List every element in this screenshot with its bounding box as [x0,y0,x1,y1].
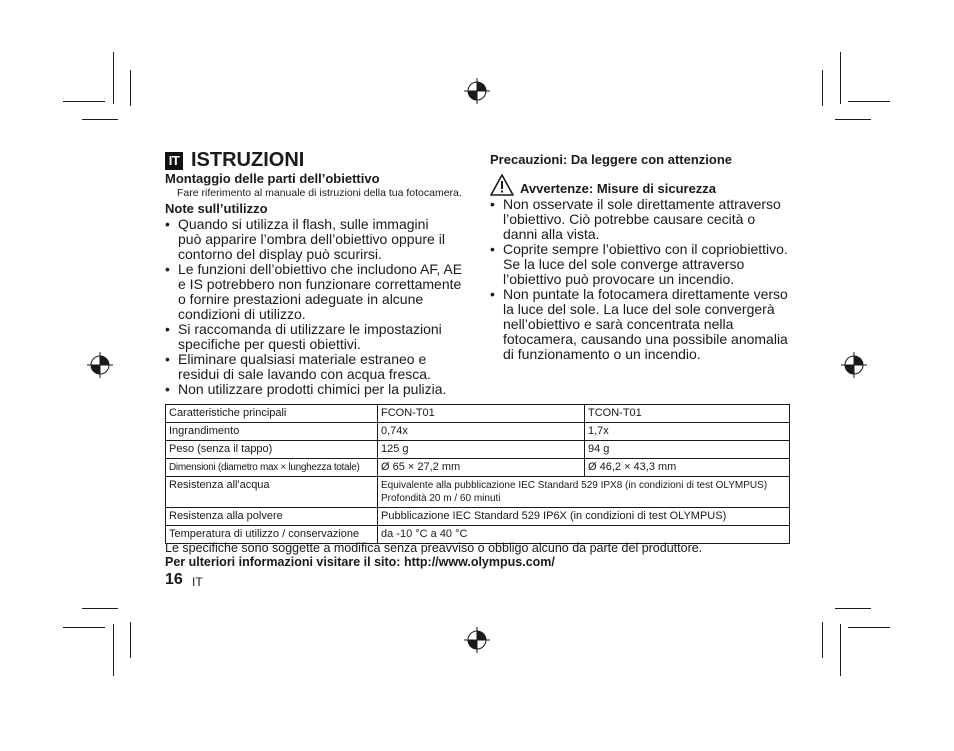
table-row [166,423,790,441]
registration-mark-icon [464,627,490,653]
crop-mark-icon [822,70,823,106]
crop-mark-icon [113,52,114,104]
page-language: IT [192,575,203,589]
table-cell: Dimensioni (diametro max × lunghezza totale) [166,459,378,477]
crop-mark-icon [82,119,118,120]
list-item-line: l’obiettivo può provocare un incendio. [503,271,735,287]
warning-list [490,197,795,362]
list-item-line: • Non osservate il sole direttamente attraverso [503,196,781,212]
table-cell: Ingrandimento [166,423,378,441]
crop-mark-icon [848,627,890,628]
list-item [165,352,470,382]
list-item [490,287,795,362]
list-item-line: o fornire prestazioni adeguate in alcune [178,291,424,307]
table-header-cell: FCON-T01 [378,405,585,423]
table-cell: Temperatura di utilizzo / conservazione [166,526,378,544]
warning-heading: Avvertenze: Misure di sicurezza [520,181,717,196]
list-item-line: • Quando si utilizza il flash, sulle immagini [178,216,429,232]
spec-table [165,404,790,544]
usage-heading: Note sull’utilizzo [165,201,268,216]
crop-mark-icon [130,70,131,106]
list-item-line: • Eliminare qualsiasi materiale estraneo e [178,351,427,367]
crop-mark-icon [63,627,105,628]
crop-mark-icon [840,624,841,676]
list-item-line: nell’obiettivo e sarà concentrata nella [503,316,734,332]
precautions-heading: Precauzioni: Da leggere con attenzione [490,152,732,167]
list-item-line: contorno del display può scurirsi. [178,246,382,262]
table-cell: 125 g [378,441,585,459]
registration-mark-icon [464,78,490,104]
list-item [165,322,470,352]
list-item-line: • Coprite sempre l’obiettivo con il copriobiettivo. [503,241,788,257]
crop-mark-icon [840,52,841,104]
water-value-line: Equivalente alla pubblicazione IEC Standard 529 IPX8 (in condizioni di test OLYMPUS) [381,480,768,491]
crop-mark-icon [63,101,105,102]
crop-mark-icon [130,622,131,658]
list-item-line: residui di sale lavando con acqua fresca. [178,366,431,382]
list-item-line: di funzionamento o un incendio. [503,346,701,362]
disclaimer-text: Le specifiche sono soggette a modifica senza preavviso o obbligo alcuno da parte del produttore. [165,541,703,555]
list-item-line: l’obiettivo. Ciò potrebbe causare cecità o [503,211,756,227]
list-item-line: può apparire l’ombra dell’obiettivo oppure il [178,231,445,247]
table-cell: 0,74x [378,423,585,441]
list-item [165,217,470,262]
list-item-line: fotocamera, causando una possibile anomalia [503,331,788,347]
table-header-cell: TCON-T01 [585,405,790,423]
table-cell: 94 g [585,441,790,459]
table-cell: Ø 65 × 27,2 mm [378,459,585,477]
table-cell: Peso (senza il tappo) [166,441,378,459]
table-row [166,441,790,459]
more-info-text: Per ulteriori informazioni visitare il sito: http://www.olympus.com/ [165,555,555,569]
table-row [166,508,790,526]
list-item-line: • Non utilizzare prodotti chimici per la pulizia. [178,381,447,397]
crop-mark-icon [835,608,871,609]
crop-mark-icon [848,101,890,102]
table-row [166,459,790,477]
table-cell [378,477,790,508]
warning-triangle-icon [490,174,514,196]
list-item [490,242,795,287]
table-header-cell: Caratteristiche principali [166,405,378,423]
list-item-line: danni alla vista. [503,226,600,242]
crop-mark-icon [82,608,118,609]
list-item-line: • Le funzioni dell’obiettivo che includono AF, AE [178,261,463,277]
list-item-line: • Non puntate la fotocamera direttamente verso [503,286,788,302]
table-cell: Ø 46,2 × 43,3 mm [585,459,790,477]
page-title: ISTRUZIONI [191,149,305,171]
list-item-line: e IS potrebbero non funzionare correttamente [178,276,462,292]
table-row [166,477,790,508]
list-item-line: specifiche per questi obiettivi. [178,336,361,352]
list-item [165,382,470,397]
crop-mark-icon [822,622,823,658]
list-item-line: la luce del sole. La luce del sole convergerà [503,301,775,317]
page-number: 16 [165,571,183,588]
usage-list [165,217,470,397]
list-item [165,262,470,322]
list-item-line: condizioni di utilizzo. [178,306,306,322]
crop-mark-icon [113,624,114,676]
table-cell: Resistenza alla polvere [166,508,378,526]
water-value-line: Profondità 20 m / 60 minuti [381,493,501,504]
table-cell: da -10 °C a 40 °C [378,526,790,544]
list-item-line: Se la luce del sole converge attraverso [503,256,745,272]
table-header-row [166,405,790,423]
mount-note: Fare riferimento al manuale di istruzioni della tua fotocamera. [177,187,462,199]
mount-heading: Montaggio delle parti dell’obiettivo [165,171,380,186]
list-item-line: • Si raccomanda di utilizzare le impostazioni [178,321,442,337]
registration-mark-icon [841,352,867,378]
list-item [490,197,795,242]
table-cell: 1,7x [585,423,790,441]
table-cell: Pubblicazione IEC Standard 529 IP6X (in condizioni di test OLYMPUS) [378,508,790,526]
table-cell: Resistenza all'acqua [166,477,378,508]
registration-mark-icon [87,352,113,378]
language-badge: IT [165,152,183,170]
crop-mark-icon [835,119,871,120]
